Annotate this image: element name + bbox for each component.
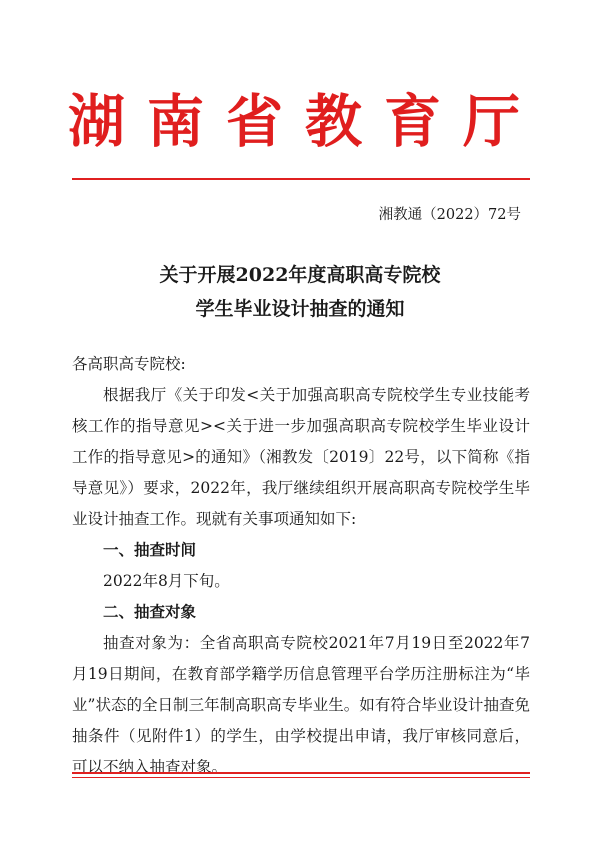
document-number: 湘教通（2022）72号 bbox=[378, 207, 521, 223]
document-title bbox=[0, 258, 600, 326]
section-2-heading: 二、抽查对象 bbox=[103, 603, 197, 621]
letterhead-title: 湖南省教育厅 bbox=[68, 88, 542, 155]
document-body bbox=[72, 349, 530, 783]
section-1-heading: 一、抽查时间 bbox=[103, 541, 197, 559]
footer-divider-thick bbox=[72, 772, 530, 774]
footer-divider-thin bbox=[72, 777, 530, 778]
intro-paragraph: 根据我厅《关于印发<关于加强高职高专院校学生专业技能考核工作的指导意见><关于进一步加强高职高专院校学生毕业设计工作的指导意见>的通知》（湘教发〔2019〕22号，以下简称《指导意见》）要求，2022年，我厅继续组织开展高职高专院校学生毕业设计抽查工作。现就有关事项通知如下: bbox=[72, 386, 530, 528]
section-2-text: 抽查对象为：全省高职高专院校2021年7月19日至2022年7月19日期间，在教育部学籍学历信息管理平台学历注册标注为“毕业”状态的全日制三年制高职高专毕业生。如有符合毕业设计抽查免抽条件（见附件1）的学生，由学校提出申请，我厅审核同意后，可以不纳入抽查对象。 bbox=[72, 634, 530, 776]
document-title-line-1: 关于开展2022年度高职高专院校 bbox=[159, 264, 441, 286]
section-1-text: 2022年8月下旬。 bbox=[103, 572, 230, 590]
letterhead-divider bbox=[72, 178, 530, 180]
salutation: 各高职高专院校: bbox=[72, 355, 186, 373]
document-title-line-2: 学生毕业设计抽查的通知 bbox=[195, 298, 405, 320]
